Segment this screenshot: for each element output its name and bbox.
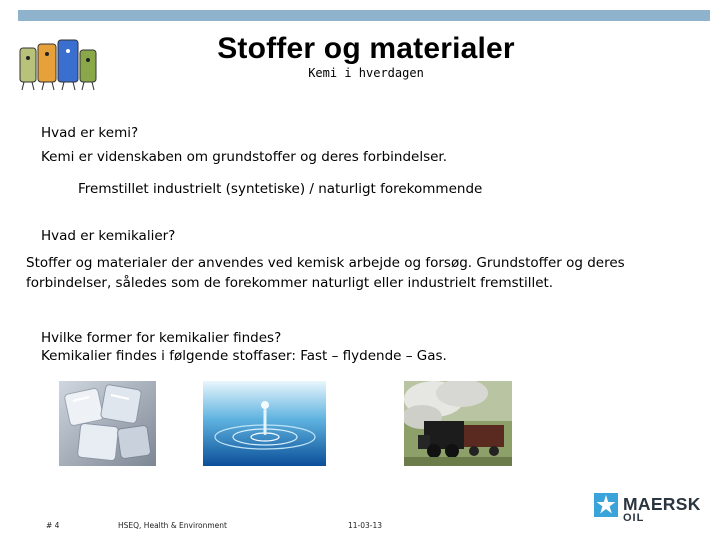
logo-name: MAERSK: [623, 494, 701, 514]
page-number: # 4: [46, 521, 60, 530]
question-what-is-chemistry: Hvad er kemi?: [41, 125, 139, 141]
top-accent-bar: [18, 10, 710, 21]
footer-date: 11-03-13: [348, 521, 383, 530]
logo-subtitle: OIL: [623, 512, 645, 524]
answer-chemical-phases: Kemikalier findes i følgende stoffaser: Fast – flydende – Gas.: [41, 348, 447, 364]
water-drop-photo: [203, 381, 326, 466]
steam-train-photo: [404, 381, 512, 466]
question-chemical-forms: Hvilke former for kemikalier findes?: [41, 330, 282, 346]
slide-subtitle: Kemi i hverdagen: [308, 66, 424, 80]
question-what-are-chemicals: Hvad er kemikalier?: [41, 228, 176, 244]
answer-chemistry-definition: Kemi er videnskaben om grundstoffer og deres forbindelser.: [41, 149, 448, 165]
ice-cubes-photo: [59, 381, 156, 466]
answer-chemicals-definition: Stoffer og materialer der anvendes ved kemisk arbejde og forsøg. Grundstoffer og deres forbindelser, således som de forekommer naturligt eller industrielt fremstillet.: [26, 255, 625, 291]
footer-department: HSEQ, Health & Environment: [118, 521, 227, 530]
answer-chemistry-origin: Fremstillet industrielt (syntetiske) / naturligt forekommende: [78, 181, 483, 197]
slide-title: Stoffer og materialer: [217, 32, 515, 65]
